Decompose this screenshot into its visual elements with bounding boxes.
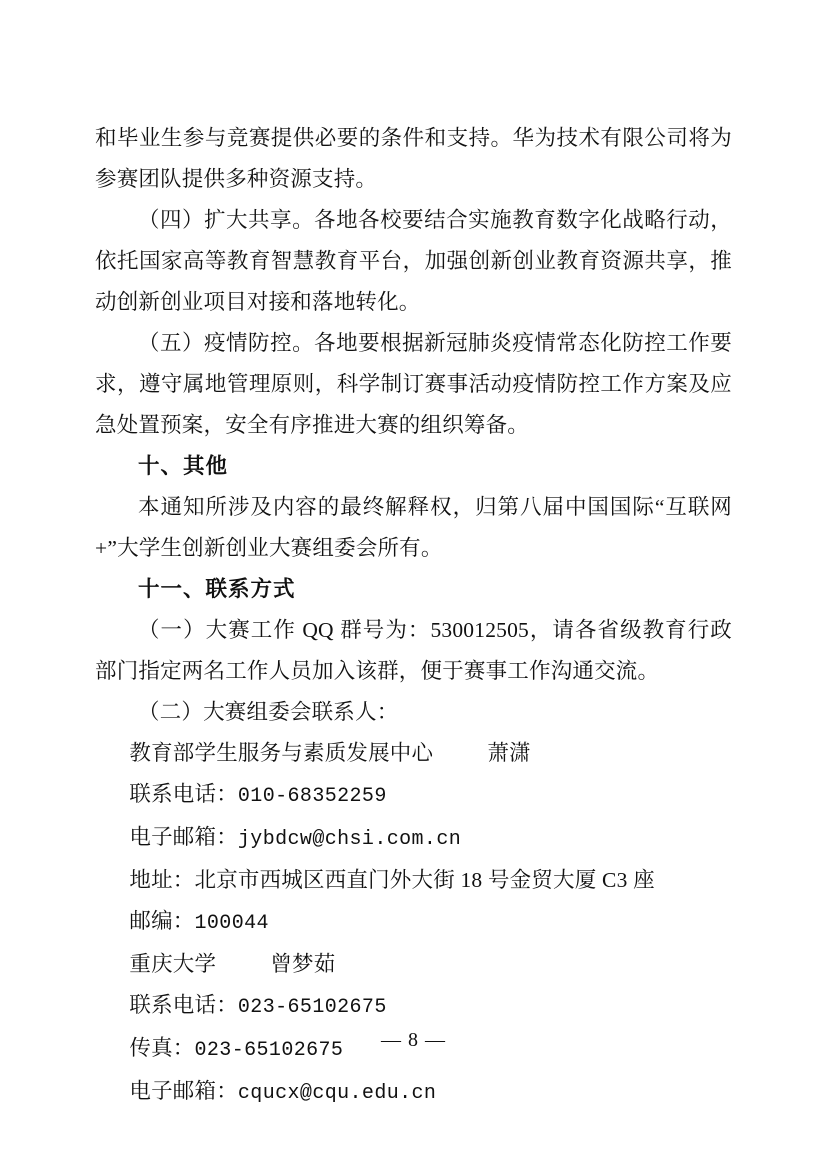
contact-entry-label: 传真： — [129, 1036, 195, 1060]
contact-entry-label: 电子邮箱： — [129, 825, 238, 849]
contact-entry-phone-1 — [95, 774, 732, 817]
contact-item-two: （二）大赛组委会联系人： — [138, 700, 399, 724]
contact-entry-label: 联系电话： — [129, 782, 238, 806]
contact-entry-value: 北京市西城区西直门外大街 18 号金贸大厦 C3 座 — [194, 868, 655, 892]
contact-entry-org — [95, 733, 732, 774]
contact-entry-label: 教育部学生服务与素质发展中心 — [129, 741, 434, 765]
contact-entry-value: 023-65102675 — [237, 996, 387, 1019]
contact-entry-phone-2 — [95, 985, 732, 1028]
contact-entry-university — [95, 944, 732, 985]
paragraph-item-five: （五）疫情防控。各地要根据新冠肺炎疫情常态化防控工作要求，遵守属地管理原则，科学制订赛事活动疫情防控工作方案及应急处置预案，安全有序推进大赛的组织筹备。 — [95, 331, 732, 437]
page-number: — 8 — — [381, 1029, 446, 1051]
contact-entry-postcode — [95, 901, 732, 944]
contact-entry-value: 010-68352259 — [237, 785, 387, 808]
contact-entry-value: 023-65102675 — [194, 1039, 344, 1062]
paragraph-item-four: （四）扩大共享。各地各校要结合实施教育数字化战略行动，依托国家高等教育智慧教育平台，加强创新创业教育资源共享，推动创新创业项目对接和落地转化。 — [95, 208, 732, 314]
document-body — [95, 118, 732, 1114]
contact-entry-value: jybdcw@chsi.com.cn — [237, 828, 462, 851]
contact-entry-label: 联系电话： — [129, 993, 238, 1017]
section-heading-contact: 十一、联系方式 — [138, 577, 296, 601]
contact-item-one: （一）大赛工作 QQ 群号为：530012505，请各省级教育行政部门指定两名工作人员加入该群，便于赛事工作沟通交流。 — [95, 618, 732, 683]
contact-entry-value: 100044 — [194, 912, 269, 935]
contact-entry-value: 曾梦茹 — [270, 952, 336, 976]
contact-entry-label: 邮编： — [129, 909, 195, 933]
contact-entry-label: 电子邮箱： — [129, 1079, 238, 1103]
section-other-paragraph: 本通知所涉及内容的最终解释权，归第八届中国国际“互联网+”大学生创新创业大赛组委会所有。 — [95, 495, 732, 560]
contact-entry-label: 地址： — [129, 868, 195, 892]
contact-entry-label: 重庆大学 — [129, 952, 217, 976]
contact-entry-value: 萧潇 — [487, 741, 531, 765]
contact-entry-email-2 — [95, 1071, 732, 1114]
contact-entry-address — [95, 860, 732, 901]
paragraph-continuation: 和毕业生参与竞赛提供必要的条件和支持。华为技术有限公司将为参赛团队提供多种资源支持。 — [95, 126, 732, 191]
section-heading-other: 十、其他 — [138, 454, 229, 478]
contact-entry-value: cqucx@cqu.edu.cn — [237, 1082, 437, 1105]
contact-entry-email-1 — [95, 817, 732, 860]
